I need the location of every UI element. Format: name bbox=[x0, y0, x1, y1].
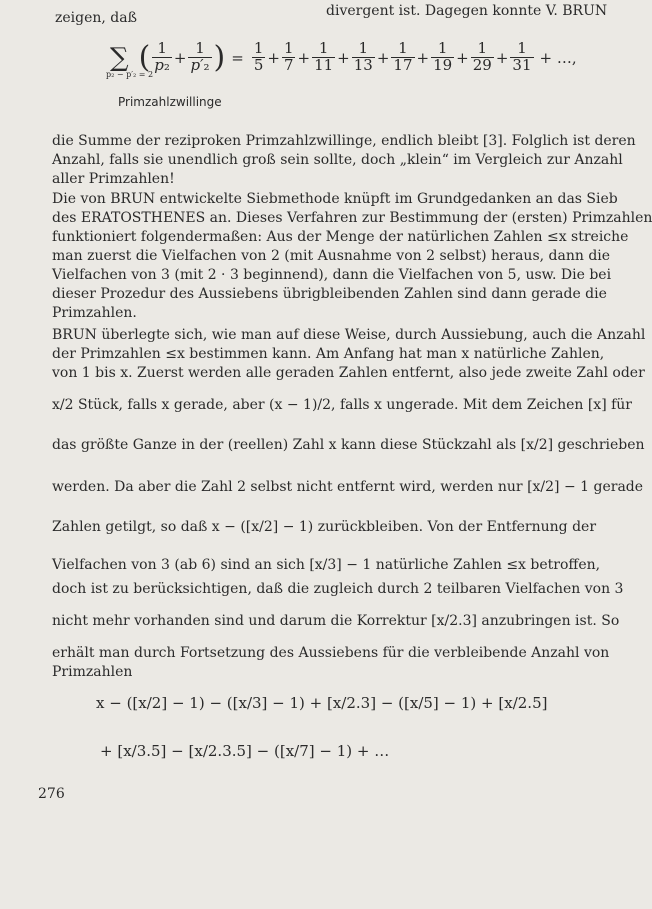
paragraph3-line-10: nicht mehr vorhanden sind und darum die Korrektur [x/2.3] anzubringen ist. So bbox=[52, 613, 620, 629]
paragraph2-line-5: Vielfachen von 3 (mit 2 · 3 beginnend), dann die Vielfachen von 5, usw. Die bei bbox=[52, 267, 612, 283]
paragraph2-line-1: Die von BRUN entwickelte Siebmethode knüpft im Grundgedanken an das Sieb bbox=[52, 191, 618, 207]
paragraph2-line-7: Primzahlen. bbox=[52, 305, 137, 321]
paragraph3-line-11: erhält man durch Fortsetzung des Aussiebens für die verbleibende Anzahl von bbox=[52, 645, 610, 661]
paragraph2-line-6: dieser Prozedur des Aussiebens übrigbleibenden Zahlen sind dann gerade die bbox=[52, 286, 607, 302]
paragraph1-line-2: Anzahl, falls sie unendlich groß sein sollte, doch „klein“ im Vergleich zur Anzahl bbox=[52, 152, 623, 168]
paragraph2-line-4: man zuerst die Vielfachen von 2 (mit Ausnahme von 2 selbst) heraus, dann die bbox=[52, 248, 611, 264]
sum-subscript: p₂ − p′₂ = 2 bbox=[106, 70, 154, 79]
paragraph1-line-1: die Summe der reziproken Primzahlzwillinge, endlich bleibt [3]. Folglich ist deren bbox=[52, 133, 636, 149]
top-fragment-left: zeigen, daß bbox=[55, 10, 137, 26]
paragraph3-line-3: von 1 bis x. Zuerst werden alle geraden Zahlen entfernt, also jede zweite Zahl oder bbox=[52, 365, 645, 381]
sum-label: Primzahlzwillinge bbox=[118, 95, 222, 109]
paragraph3-line-7: Zahlen getilgt, so daß x − ([x/2] − 1) zurückbleiben. Von der Entfernung der bbox=[52, 519, 597, 535]
formula-line-1: x − ([x/2] − 1) − ([x/3] − 1) + [x/2.3] − ([x/5] − 1) + [x/2.5] bbox=[96, 694, 548, 712]
sum-formula: ∑ ( $\frac{1}{\text{p₂}}$ + $\frac{1}{\text{p′₂}}$ ) = $\frac{1}{5}$ + $\frac{1}{7}$ + $\frac{1}{11}$ + $\frac{1}{13}$ + $\frac{1}{17}$ + $\frac{1}{19}$ + $\frac{1}{29}$ + $\frac{1}{31}$ + …, bbox=[110, 39, 577, 75]
paragraph3-line-8: Vielfachen von 3 (ab 6) sind an sich [x/3] − 1 natürliche Zahlen ≤x betroffen, bbox=[52, 557, 601, 573]
paragraph3-line-9: doch ist zu berücksichtigen, daß die zugleich durch 2 teilbaren Vielfachen von 3 bbox=[52, 581, 624, 597]
paragraph2-line-3: funktioniert folgendermaßen: Aus der Menge der natürlichen Zahlen ≤x streiche bbox=[52, 229, 629, 245]
paragraph3-line-2: der Primzahlen ≤x bestimmen kann. Am Anfang hat man x natürliche Zahlen, bbox=[52, 346, 605, 362]
page-number: 276 bbox=[38, 786, 65, 802]
paragraph2-line-2: des ERATOSTHENES an. Dieses Verfahren zur Bestimmung der (ersten) Primzahlen bbox=[52, 210, 652, 226]
paragraph3-line-6: werden. Da aber die Zahl 2 selbst nicht entfernt wird, werden nur [x/2] − 1 gerade bbox=[52, 479, 644, 495]
paragraph1-line-3: aller Primzahlen! bbox=[52, 171, 175, 187]
paragraph3-line-12: Primzahlen bbox=[52, 664, 133, 680]
formula-line-2: + [x/3.5] − [x/2.3.5] − ([x/7] − 1) + … bbox=[100, 742, 390, 760]
top-fragment-right: divergent ist. Dagegen konnte V. BRUN bbox=[326, 3, 608, 19]
paragraph3-line-4: x/2 Stück, falls x gerade, aber (x − 1)/2, falls x ungerade. Mit dem Zeichen [x] für bbox=[52, 397, 632, 413]
paragraph3-line-1: BRUN überlegte sich, wie man auf diese Weise, durch Aussiebung, auch die Anzahl bbox=[52, 327, 646, 343]
paragraph3-line-5: das größte Ganze in der (reellen) Zahl x kann diese Stückzahl als [x/2] geschrieben bbox=[52, 437, 645, 453]
